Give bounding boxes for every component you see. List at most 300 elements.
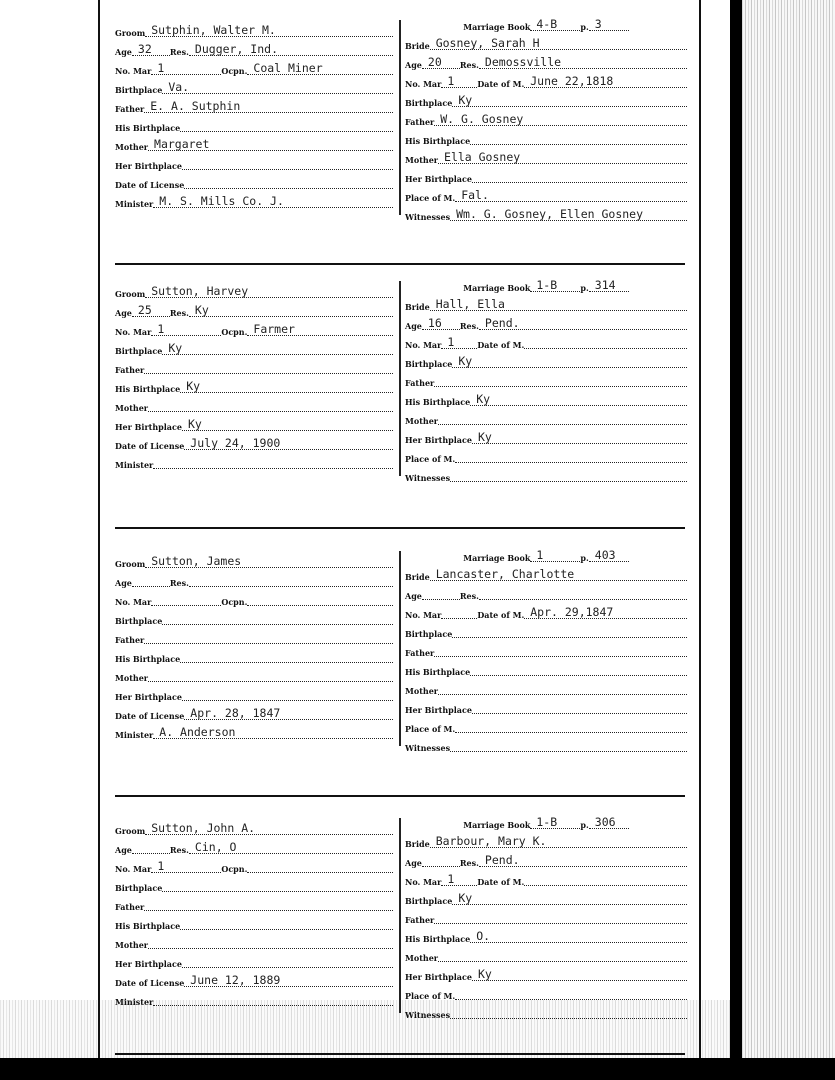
form-row: [405, 869, 687, 888]
bride-mother-value: Ella Gosney: [444, 150, 521, 164]
form-row: [405, 204, 687, 223]
column-divider: [399, 551, 401, 746]
bride-age-field: [422, 852, 460, 867]
bride-mother-field: [438, 680, 687, 695]
field-label: Her Birthplace: [405, 972, 472, 982]
field-label: Res.: [459, 858, 479, 868]
minister-field: [153, 193, 393, 208]
field-label: No. Mar: [115, 327, 152, 337]
groom-name-field: [145, 553, 393, 568]
marriage-page-value: 3: [594, 17, 602, 31]
field-label: Marriage Book: [463, 820, 531, 830]
bride-res-field: [479, 54, 687, 69]
field-label: Father: [115, 365, 145, 375]
form-row: [115, 452, 393, 471]
place-of-marriage-field: [455, 718, 687, 733]
marriage-page-value: 403: [594, 548, 616, 562]
field-label: His Birthplace: [405, 667, 471, 677]
date-of-license-field: [184, 174, 393, 189]
groom-ocpn-value: Coal Miner: [253, 61, 323, 75]
form-row: [405, 52, 687, 71]
bride-name-field: [430, 566, 687, 581]
marriage-book-value: 1: [536, 548, 544, 562]
form-row: [115, 300, 393, 319]
bride-father-birthplace-value: O.: [476, 929, 491, 943]
groom-no-mar-field: [151, 321, 221, 336]
groom-mother-birthplace-field: [182, 686, 393, 701]
form-row: [405, 109, 687, 128]
groom-no-mar-value: 1: [157, 61, 165, 75]
field-label: Res.: [169, 845, 189, 855]
witnesses-field: [450, 467, 687, 482]
form-row: [115, 627, 393, 646]
marriage-book-field: [530, 277, 580, 292]
groom-mother-field: [148, 397, 393, 412]
groom-father-field: [144, 98, 393, 113]
field-label: Father: [405, 915, 435, 925]
groom-birthplace-value: Va.: [168, 80, 190, 94]
minister-field: [153, 991, 393, 1006]
field-label: Bride: [405, 572, 430, 582]
bride-age-field: [422, 315, 460, 330]
field-label: Marriage Book: [463, 22, 531, 32]
bride-birthplace-field: [452, 623, 687, 638]
form-row: [405, 147, 687, 166]
form-row: [115, 608, 393, 627]
field-label: His Birthplace: [405, 136, 471, 146]
bride-res-field: [479, 852, 687, 867]
marriage-book-row: [405, 812, 687, 831]
field-label: Witnesses: [405, 743, 451, 753]
bride-column: [405, 14, 687, 223]
groom-age-field: [132, 572, 170, 587]
form-row: [405, 697, 687, 716]
bride-age-value: 20: [427, 55, 442, 69]
bride-mother-field: [438, 947, 687, 962]
field-label: Father: [115, 635, 145, 645]
bride-mother-birthplace-field: [472, 966, 687, 981]
bride-father-birthplace-field: [470, 661, 687, 676]
field-label: No. Mar: [115, 597, 152, 607]
form-row: [115, 58, 393, 77]
date-of-license-value: June 12, 1889: [190, 973, 281, 987]
groom-mother-value: Margaret: [154, 137, 210, 151]
field-label: Her Birthplace: [405, 435, 472, 445]
groom-ocpn-field: [247, 591, 393, 606]
form-row: [405, 945, 687, 964]
bride-father-field: [434, 909, 687, 924]
form-row: [115, 894, 393, 913]
marriage-book-value: 1-B: [536, 815, 558, 829]
groom-mother-birthplace-field: [182, 155, 393, 170]
field-label: Res.: [459, 60, 479, 70]
field-label: Mother: [405, 155, 439, 165]
field-label: Res.: [169, 308, 189, 318]
field-label: Date of M.: [477, 877, 525, 887]
form-row: [405, 964, 687, 983]
groom-ocpn-field: [247, 321, 393, 336]
field-label: Her Birthplace: [115, 422, 182, 432]
groom-age-field: [132, 41, 170, 56]
field-label: No. Mar: [405, 79, 442, 89]
form-row: [115, 837, 393, 856]
field-label: Groom: [115, 559, 146, 569]
field-label: Res.: [169, 47, 189, 57]
field-label: His Birthplace: [405, 397, 471, 407]
bride-mother-birthplace-field: [472, 168, 687, 183]
bride-mother-field: [438, 149, 687, 164]
form-row: [405, 332, 687, 351]
place-of-marriage-field: [455, 985, 687, 1000]
column-divider: [399, 818, 401, 1013]
form-row: [405, 90, 687, 109]
form-row: [405, 294, 687, 313]
groom-ocpn-value: Farmer: [253, 322, 295, 336]
field-label: Her Birthplace: [115, 692, 182, 702]
bride-father-birthplace-field: [470, 928, 687, 943]
form-row: [115, 376, 393, 395]
form-row: [115, 172, 393, 191]
form-row: [405, 465, 687, 484]
bride-name-field: [430, 35, 687, 50]
field-label: Ocpn.: [221, 327, 248, 337]
bride-father-birthplace-value: Ky: [476, 392, 491, 406]
column-divider: [399, 20, 401, 215]
marriage-book-field: [530, 547, 580, 562]
field-label: Groom: [115, 289, 146, 299]
field-label: p.: [580, 820, 589, 830]
field-label: No. Mar: [405, 877, 442, 887]
form-row: [405, 71, 687, 90]
form-row: [115, 39, 393, 58]
form-row: [405, 678, 687, 697]
form-row: [115, 665, 393, 684]
field-label: Mother: [405, 416, 439, 426]
witnesses-field: [450, 737, 687, 752]
groom-ocpn-field: [247, 858, 393, 873]
groom-res-value: Dugger, Ind.: [194, 42, 279, 56]
bride-column: [405, 812, 687, 1021]
groom-father-birthplace-field: [180, 915, 393, 930]
form-row: [115, 684, 393, 703]
marriage-book-row: [405, 275, 687, 294]
groom-no-mar-field: [151, 60, 221, 75]
field-label: Father: [405, 378, 435, 388]
date-of-license-field: [184, 435, 393, 450]
bride-res-field: [479, 585, 687, 600]
form-row: [115, 722, 393, 741]
field-label: Mother: [405, 686, 439, 696]
date-of-marriage-value: June 22,1818: [530, 74, 614, 88]
date-of-license-value: Apr. 28, 1847: [190, 706, 281, 720]
form-row: [405, 602, 687, 621]
groom-age-field: [132, 839, 170, 854]
field-label: Her Birthplace: [405, 705, 472, 715]
groom-age-field: [132, 302, 170, 317]
form-row: [115, 589, 393, 608]
field-label: His Birthplace: [115, 654, 181, 664]
form-row: [405, 351, 687, 370]
minister-field: [153, 724, 393, 739]
groom-father-birthplace-field: [180, 117, 393, 132]
bride-father-value: W. G. Gosney: [440, 112, 524, 126]
groom-father-birthplace-field: [180, 648, 393, 663]
field-label: Minister: [115, 199, 154, 209]
field-label: Date of M.: [477, 340, 525, 350]
field-label: Mother: [115, 940, 149, 950]
groom-father-value: E. A. Sutphin: [150, 99, 241, 113]
groom-father-birthplace-field: [180, 378, 393, 393]
field-label: p.: [580, 553, 589, 563]
form-row: [405, 389, 687, 408]
groom-mother-birthplace-value: Ky: [187, 417, 202, 431]
form-row: [115, 395, 393, 414]
groom-birthplace-field: [162, 610, 393, 625]
bride-no-mar-field: [441, 334, 477, 349]
groom-father-field: [144, 629, 393, 644]
groom-res-field: [189, 302, 393, 317]
bride-mother-birthplace-field: [472, 429, 687, 444]
scan-edge-left: [98, 0, 100, 1080]
form-row: [405, 735, 687, 754]
field-label: Age: [405, 591, 422, 601]
groom-mother-field: [148, 136, 393, 151]
place-of-marriage-field: [455, 187, 687, 202]
groom-birthplace-field: [162, 340, 393, 355]
scan-edge-right: [699, 0, 701, 1080]
groom-name-value: Sutton, John A.: [151, 821, 256, 835]
form-row: [405, 583, 687, 602]
field-label: Age: [405, 60, 422, 70]
bride-res-field: [479, 315, 687, 330]
groom-age-value: 25: [137, 303, 152, 317]
minister-value: A. Anderson: [159, 725, 236, 739]
groom-mother-field: [148, 934, 393, 949]
marriage-book-value: 1-B: [536, 278, 558, 292]
scan-noise-right: [742, 0, 835, 1060]
field-label: Mother: [405, 953, 439, 963]
marriage-book-field: [530, 814, 580, 829]
bride-name-value: Gosney, Sarah H: [435, 36, 540, 50]
field-label: Bride: [405, 41, 430, 51]
minister-value: M. S. Mills Co. J.: [159, 194, 284, 208]
field-label: Mother: [115, 403, 149, 413]
bride-no-mar-field: [441, 871, 477, 886]
record-separator: [115, 795, 685, 797]
bride-res-value: Demossville: [484, 55, 562, 69]
field-label: Birthplace: [405, 896, 453, 906]
field-label: p.: [580, 283, 589, 293]
bride-column: [405, 275, 687, 484]
field-label: Ocpn.: [221, 66, 248, 76]
scan-border-right: [730, 0, 742, 1080]
groom-birthplace-field: [162, 79, 393, 94]
date-of-license-value: July 24, 1900: [190, 436, 281, 450]
witnesses-value: Wm. G. Gosney, Ellen Gosney: [456, 207, 644, 221]
form-row: [405, 926, 687, 945]
marriage-page-value: 314: [594, 278, 616, 292]
field-label: Date of License: [115, 180, 185, 190]
form-row: [115, 932, 393, 951]
groom-name-field: [145, 283, 393, 298]
record-separator: [115, 527, 685, 529]
form-row: [115, 115, 393, 134]
bride-no-mar-value: 1: [447, 335, 455, 349]
marriage-book-value: 4-B: [536, 17, 558, 31]
field-label: His Birthplace: [115, 123, 181, 133]
field-label: Age: [405, 858, 422, 868]
form-row: [115, 913, 393, 932]
field-label: Date of License: [115, 978, 185, 988]
field-label: Groom: [115, 28, 146, 38]
groom-no-mar-field: [151, 591, 221, 606]
field-label: Mother: [115, 142, 149, 152]
groom-column: [115, 281, 393, 471]
bride-no-mar-field: [441, 604, 477, 619]
witnesses-field: [450, 206, 687, 221]
bride-mother-birthplace-field: [472, 699, 687, 714]
place-of-marriage-value: Fal.: [461, 188, 489, 202]
form-row: [405, 640, 687, 659]
groom-column: [115, 20, 393, 210]
field-label: Age: [115, 47, 132, 57]
bride-res-value: Pend.: [484, 316, 520, 330]
form-row: [115, 338, 393, 357]
groom-father-field: [144, 359, 393, 374]
groom-res-field: [189, 572, 393, 587]
form-row: [115, 875, 393, 894]
field-label: Minister: [115, 997, 154, 1007]
field-label: Age: [115, 578, 132, 588]
field-label: Bride: [405, 839, 430, 849]
form-row: [405, 850, 687, 869]
bride-name-value: Hall, Ella: [435, 297, 505, 311]
form-row: [405, 1002, 687, 1021]
form-row: [405, 185, 687, 204]
form-row: [405, 564, 687, 583]
form-row: [405, 446, 687, 465]
field-label: Ocpn.: [221, 864, 248, 874]
form-row: [405, 716, 687, 735]
marriage-page-value: 306: [594, 815, 616, 829]
field-label: No. Mar: [115, 864, 152, 874]
form-row: [115, 989, 393, 1008]
bride-mother-birthplace-value: Ky: [477, 967, 492, 981]
form-row: [115, 818, 393, 837]
groom-ocpn-field: [247, 60, 393, 75]
field-label: Witnesses: [405, 1010, 451, 1020]
bride-father-birthplace-field: [470, 391, 687, 406]
field-label: Mother: [115, 673, 149, 683]
date-of-license-field: [184, 972, 393, 987]
field-label: Groom: [115, 826, 146, 836]
bride-mother-field: [438, 410, 687, 425]
form-row: [405, 621, 687, 640]
form-row: [405, 166, 687, 185]
form-row: [115, 96, 393, 115]
field-label: His Birthplace: [115, 384, 181, 394]
field-label: Marriage Book: [463, 283, 531, 293]
bride-birthplace-field: [452, 92, 687, 107]
groom-res-value: Cin, O: [194, 840, 237, 854]
form-row: [405, 831, 687, 850]
field-label: Her Birthplace: [115, 959, 182, 969]
bride-column: [405, 545, 687, 754]
form-row: [115, 414, 393, 433]
form-row: [405, 33, 687, 52]
field-label: Age: [405, 321, 422, 331]
field-label: Ocpn.: [221, 597, 248, 607]
bride-age-value: 16: [427, 316, 442, 330]
form-row: [405, 370, 687, 389]
witnesses-field: [450, 1004, 687, 1019]
form-row: [115, 551, 393, 570]
form-row: [405, 313, 687, 332]
field-label: Birthplace: [405, 359, 453, 369]
bride-birthplace-field: [452, 353, 687, 368]
bride-birthplace-value: Ky: [458, 891, 473, 905]
form-row: [115, 281, 393, 300]
field-label: Age: [115, 845, 132, 855]
groom-mother-birthplace-field: [182, 953, 393, 968]
groom-name-field: [145, 22, 393, 37]
groom-no-mar-value: 1: [157, 322, 165, 336]
bride-name-field: [430, 833, 687, 848]
field-label: Her Birthplace: [115, 161, 182, 171]
field-label: Date of M.: [477, 610, 525, 620]
field-label: Birthplace: [115, 85, 163, 95]
bride-birthplace-value: Ky: [458, 93, 473, 107]
field-label: Minister: [115, 460, 154, 470]
form-row: [405, 408, 687, 427]
groom-name-value: Sutton, Harvey: [151, 284, 249, 298]
field-label: Place of M.: [405, 724, 456, 734]
groom-name-field: [145, 820, 393, 835]
date-of-license-field: [184, 705, 393, 720]
bride-no-mar-value: 1: [447, 74, 455, 88]
field-label: p.: [580, 22, 589, 32]
marriage-page-field: [589, 16, 629, 31]
field-label: Res.: [169, 578, 189, 588]
form-row: [405, 128, 687, 147]
field-label: Place of M.: [405, 454, 456, 464]
bride-age-field: [422, 54, 460, 69]
groom-name-value: Sutphin, Walter M.: [151, 23, 276, 37]
bottom-rule: [115, 1053, 685, 1055]
bride-name-value: Lancaster, Charlotte: [435, 567, 575, 581]
bride-mother-birthplace-value: Ky: [477, 430, 492, 444]
field-label: Witnesses: [405, 473, 451, 483]
field-label: Marriage Book: [463, 553, 531, 563]
date-of-marriage-field: [524, 73, 687, 88]
field-label: Date of M.: [477, 79, 525, 89]
form-row: [115, 153, 393, 172]
field-label: His Birthplace: [115, 921, 181, 931]
form-row: [115, 570, 393, 589]
marriage-page-field: [589, 277, 629, 292]
form-row: [115, 77, 393, 96]
field-label: Birthplace: [115, 883, 163, 893]
field-label: No. Mar: [115, 66, 152, 76]
date-of-marriage-field: [524, 604, 687, 619]
groom-father-birthplace-value: Ky: [186, 379, 201, 393]
marriage-book-row: [405, 14, 687, 33]
groom-no-mar-field: [151, 858, 221, 873]
scan-border-bottom: [0, 1058, 835, 1080]
bride-no-mar-field: [441, 73, 477, 88]
field-label: His Birthplace: [405, 934, 471, 944]
marriage-page-field: [589, 814, 629, 829]
